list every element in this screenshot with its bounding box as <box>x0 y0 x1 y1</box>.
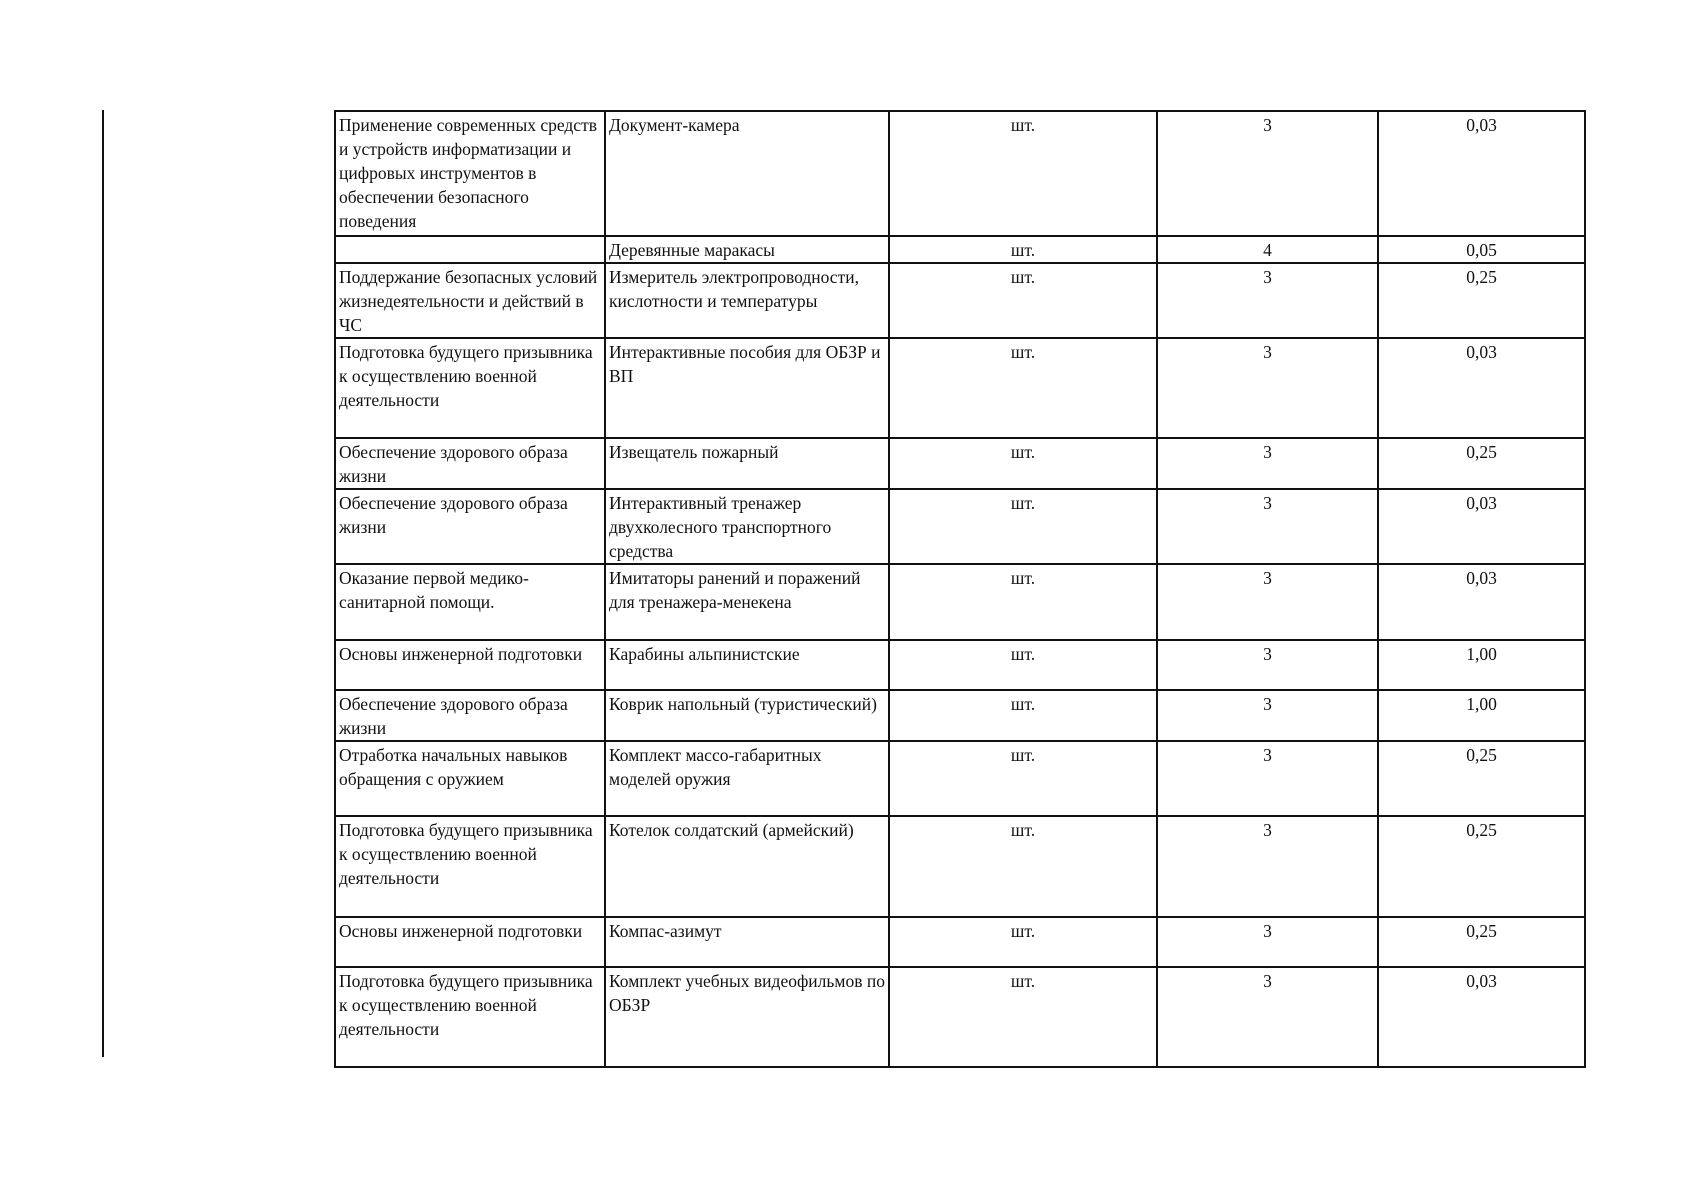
equipment-table <box>334 110 1586 1068</box>
norm-cell: 0,03 <box>1378 489 1585 564</box>
area-cell: Основы инженерной подготовки <box>335 917 605 967</box>
norm-cell: 1,00 <box>1378 640 1585 690</box>
item-cell: Комплект массо-габаритных моделей оружия <box>605 741 889 816</box>
unit-cell: шт. <box>889 816 1157 917</box>
unit-cell: шт. <box>889 640 1157 690</box>
area-cell: Отработка начальных навыков обращения с оружием <box>335 741 605 816</box>
unit-cell: шт. <box>889 111 1157 236</box>
unit-cell: шт. <box>889 338 1157 438</box>
area-cell: Поддержание безопасных условий жизнедеятельности и действий в ЧС <box>335 263 605 338</box>
unit-cell: шт. <box>889 741 1157 816</box>
area-cell: Подготовка будущего призывника к осуществлению военной деятельности <box>335 967 605 1067</box>
quantity-cell: 3 <box>1157 489 1378 564</box>
area-cell: Основы инженерной подготовки <box>335 640 605 690</box>
item-cell: Комплект учебных видеофильмов по ОБЗР <box>605 967 889 1067</box>
norm-cell: 0,25 <box>1378 816 1585 917</box>
quantity-cell: 3 <box>1157 640 1378 690</box>
quantity-cell: 3 <box>1157 967 1378 1067</box>
norm-cell: 0,05 <box>1378 236 1585 263</box>
item-cell: Интерактивные пособия для ОБЗР и ВП <box>605 338 889 438</box>
unit-cell: шт. <box>889 564 1157 640</box>
area-cell: Обеспечение здорового образа жизни <box>335 438 605 489</box>
unit-cell: шт. <box>889 917 1157 967</box>
unit-cell: шт. <box>889 438 1157 489</box>
quantity-cell: 4 <box>1157 236 1378 263</box>
norm-cell: 0,25 <box>1378 917 1585 967</box>
table-row <box>335 741 1585 816</box>
item-cell: Компас-азимут <box>605 917 889 967</box>
item-cell: Карабины альпинистские <box>605 640 889 690</box>
table-row <box>335 438 1585 489</box>
quantity-cell: 3 <box>1157 741 1378 816</box>
item-cell: Коврик напольный (туристический) <box>605 690 889 741</box>
area-cell: Обеспечение здорового образа жизни <box>335 489 605 564</box>
area-cell: Оказание первой медико-санитарной помощи. <box>335 564 605 640</box>
table-row <box>335 263 1585 338</box>
quantity-cell: 3 <box>1157 111 1378 236</box>
item-cell: Деревянные маракасы <box>605 236 889 263</box>
quantity-cell: 3 <box>1157 438 1378 489</box>
quantity-cell: 3 <box>1157 338 1378 438</box>
norm-cell: 0,03 <box>1378 338 1585 438</box>
table-row <box>335 564 1585 640</box>
quantity-cell: 3 <box>1157 564 1378 640</box>
unit-cell: шт. <box>889 690 1157 741</box>
unit-cell: шт. <box>889 489 1157 564</box>
area-cell <box>335 236 605 263</box>
quantity-cell: 3 <box>1157 917 1378 967</box>
norm-cell: 0,25 <box>1378 263 1585 338</box>
area-cell: Применение современных средств и устройств информатизации и цифровых инструментов в обеспечении безопасного поведения <box>335 111 605 236</box>
unit-cell: шт. <box>889 263 1157 338</box>
norm-cell: 0,03 <box>1378 967 1585 1067</box>
table-row <box>335 690 1585 741</box>
item-cell: Имитаторы ранений и поражений для тренажера-менекена <box>605 564 889 640</box>
norm-cell: 0,25 <box>1378 741 1585 816</box>
table-row <box>335 640 1585 690</box>
norm-cell: 1,00 <box>1378 690 1585 741</box>
table-row <box>335 236 1585 263</box>
item-cell: Котелок солдатский (армейский) <box>605 816 889 917</box>
table-row <box>335 816 1585 917</box>
table-row <box>335 967 1585 1067</box>
area-cell: Подготовка будущего призывника к осуществлению военной деятельности <box>335 816 605 917</box>
quantity-cell: 3 <box>1157 690 1378 741</box>
area-cell: Подготовка будущего призывника к осуществлению военной деятельности <box>335 338 605 438</box>
item-cell: Документ-камера <box>605 111 889 236</box>
table-row <box>335 489 1585 564</box>
table-row <box>335 111 1585 236</box>
table-row <box>335 338 1585 438</box>
item-cell: Интерактивный тренажер двухколесного транспортного средства <box>605 489 889 564</box>
norm-cell: 0,03 <box>1378 564 1585 640</box>
unit-cell: шт. <box>889 236 1157 263</box>
norm-cell: 0,03 <box>1378 111 1585 236</box>
quantity-cell: 3 <box>1157 263 1378 338</box>
left-margin-rule <box>102 110 104 1057</box>
unit-cell: шт. <box>889 967 1157 1067</box>
quantity-cell: 3 <box>1157 816 1378 917</box>
item-cell: Измеритель электропроводности, кислотности и температуры <box>605 263 889 338</box>
norm-cell: 0,25 <box>1378 438 1585 489</box>
table-row <box>335 917 1585 967</box>
area-cell: Обеспечение здорового образа жизни <box>335 690 605 741</box>
item-cell: Извещатель пожарный <box>605 438 889 489</box>
